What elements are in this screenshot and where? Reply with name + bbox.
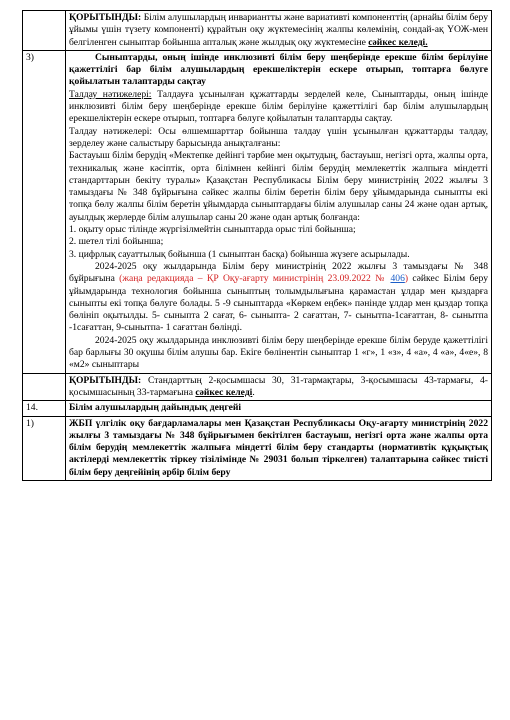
new-edition-close: ) [404,273,409,285]
standard-paragraph: Бастауыш білім берудің «Мектепке дейінгі тәрбие мен оқытудың, бастауыш, негізгі орта, жалпы орта, техникалық және кәсіптік, орта білімнен кейінгі білім берудің мемлекеттік жалпыға міндетті стандарттарын бекіту туралы» Қазақстан Республикасы Білім беру министрінің 2022 жылғы 3 тамыздағы № 348 бұйрығына сәйкес жалпы білім беретін білім беру ұйымдарында сыныпты екі топқа бөлу жалпы білім беретін ұйымдарда сыныптардағы білім алушылар саны 24 және одан артық, ауылдық жерлерде білім алушылар саны 20 және одан артық болғанда: [69,150,488,223]
row-number: 3) [23,50,66,373]
analysis-paragraph [69,89,488,126]
document-table [22,10,492,481]
conclusion-text: Білім алушылардың инвариантты және вариативті компоненттің (арнайы білім беру ұйымы үшін түзету компоненті) құрайтын оқу жүктемесінің жалпы көлемінің, сондай-ақ ҮОЖ-мен белгіленген сыныптар бойынша апталық және жылдық оқу жүктемесіне [69,12,488,48]
table-row [23,11,492,51]
list-item: 1. оқыту орыс тілінде жүргізілмейтін сыныптарда орыс тілі бойынша; [69,224,356,236]
criteria-heading: Сыныптарды, оның ішінде инклюзивті білім беру шеңберінде ерекше білім берілуіне қажеттілігі бар білім алушылардың ерекшеліктерін ескере отырып, топтарға бөлуге қойылатын талаптарды сақтау [69,51,488,88]
conclusion-cell [66,373,492,401]
conclusion-label: ҚОРЫТЫНДЫ: [69,12,142,23]
list-item: 2. шетел тілі бойынша; [69,236,164,248]
criteria-cell [66,50,492,373]
conclusion-text: Стандарттың 2-қосымшасы 30, 31-тармақтары, 3-қосымшасы 43-тармағы, 4-қосымшасының 33-тармағына [69,374,488,398]
table-row [23,50,492,373]
conclusion-status: сәйкес келеді [195,386,253,398]
inclusive-paragraph: 2024-2025 оқу жылдарында инклюзивті білім беру шеңберінде ерекше білім беруде қажеттілігі бар барлығы 30 оқушы білім алушы бар. Екіге бөлінентін сыныптар 1 «г», 1 «з», 4 «а», 4 «ә», 4«е», 8 «м2» сыныптары [69,334,488,371]
technology-paragraph [69,261,488,335]
row-number: 14. [23,401,66,416]
paragraph-text: сәйкес Білім беру ұйымдарында технология бойынша сыныптың толымдылығына қарамастан ұлдар мен қыздарға сыныпты екі топқа бөлуге болады. 5 -9 сыныптарда «Көркем еңбек» пәнінде ұлдар мен қыздар топқа бөлініп оқытылды. 5- сыныпта 2 сағат, 6- сыныпта- 2 сағаттан, 7- сынытпа-1сағаттан, 8- сынытпа -1сағаттан, 9-сынытпа- 1 сағаттан бөлінді. [69,273,489,334]
row-number-cell [23,373,66,401]
table-row [23,401,492,416]
conclusion-end: . [252,386,255,398]
list-item: 3. цифрлық сауаттылық бойынша (1 сыныптан басқа) бойынша жүзеге асырылады. [69,248,410,260]
section-heading: Білім алушылардың дайындық деңгейі [66,401,492,416]
order-406-link[interactable]: 406 [390,273,405,285]
row-number-cell [23,11,66,51]
paragraph-text: 2024-2025 оқу жылдарында Білім беру министрінің 2022 жылғы 3 тамыздағы № 348 бұйрығына [69,260,488,285]
analysis-label: Талдау нәтижелері: [69,88,152,100]
table-row [23,373,492,401]
new-edition-note: (жаңа редакцияда – ҚР Оқу-ағарту министрінің 23.09.2022 № [119,273,391,285]
conclusion-cell [66,11,492,51]
criteria-heading: ЖБП үлгілік оқу бағдарламалары мен Қазақстан Республикасы Оқу-ағарту министрінің 2022 жылғы 3 тамыздағы № 348 бұйрығымен бекітілген бастауыш, негізгі орта және жалпы орта білім берудің мемлекеттік жалпыға міндетті білім беру стандарты (нормативтік құқықтық актілерді мемлекеттік тіркеу тізілімінде № 29031 болып тіркелген) талаптарына сәйкес тиісті білім беру деңгейінің әрбір білім беру [66,416,492,480]
conclusion-status: сәйкес келеді. [368,36,428,48]
analysis-intro: Талдау нәтижелері: Осы өлшемшарттар бойынша талдау үшін ұсынылған құжаттарды талдау, зерделеу және салыстыру барысында анықталғаны: [69,125,488,149]
analysis-text: Талдауға ұсынылған құжаттарды зерделей келе, Сыныптарды, оның ішінде инклюзивті білім беру шеңберінде ерекше білім берілуіне қажеттілігі бар білім алушылардың ерекшеліктерін ескере отырып, топтарға бөлуге қойылатын талаптарды сақтау. [69,88,488,125]
table-row [23,416,492,480]
conclusion-label: ҚОРЫТЫНДЫ: [69,374,142,386]
row-number: 1) [23,416,66,480]
